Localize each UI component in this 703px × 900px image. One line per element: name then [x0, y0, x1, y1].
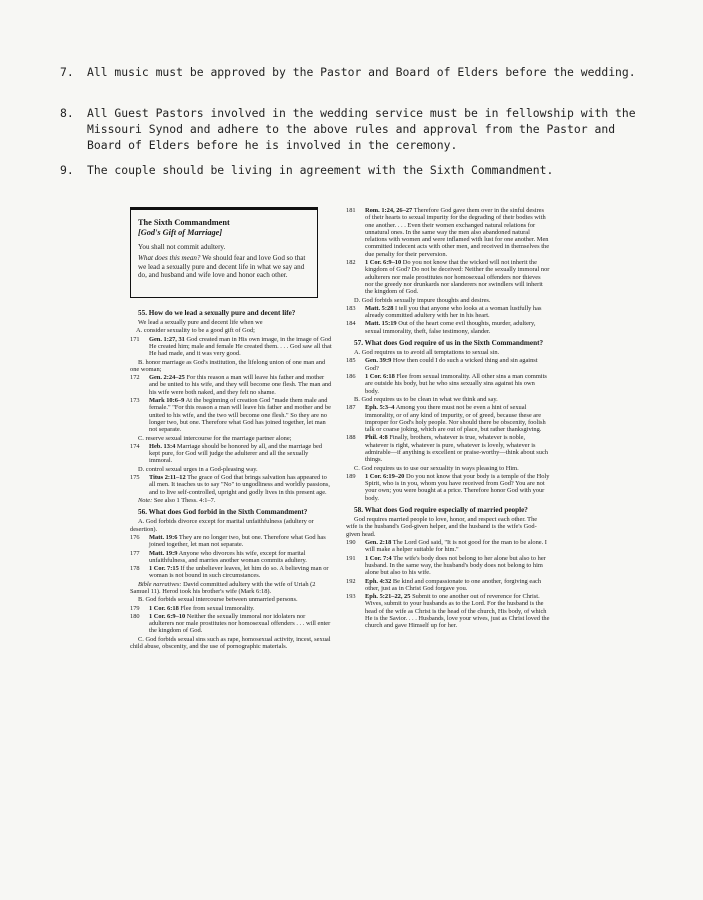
verse-number: 184 [346, 320, 356, 328]
verse-text: I tell you that anyone who looks at a woman lustfully has already committed adultery with her in his heart. [365, 304, 542, 320]
verse-number: 174 [130, 442, 140, 450]
verse-ref: Gen. 2:24–25 [149, 374, 185, 382]
verse-number: 187 [346, 404, 356, 412]
verse [130, 550, 332, 565]
verse [346, 539, 550, 554]
narratives-text: David committed adultery with the wife of Uriah (2 Samuel 11). Herod took his brother's wife (Mark 6:18). [130, 580, 316, 595]
verse [346, 578, 550, 593]
verse [130, 474, 332, 496]
catechism-left-column [130, 305, 332, 651]
verse-number: 173 [130, 397, 140, 405]
commandment-text: You shall not commit adultery. [138, 243, 226, 251]
verse-ref: Eph. 5:3–4 [365, 404, 395, 412]
note-label: Note: [138, 496, 153, 504]
verse [346, 555, 550, 577]
question-55-heading: 55. How do we lead a sexually pure and decent life? [138, 309, 296, 317]
verse-ref: Gen. 39:9 [365, 357, 392, 365]
question-57-heading: 57. What does God require of us in the Sixth Commandment? [354, 339, 544, 348]
box-title: The Sixth Commandment [138, 218, 230, 227]
verse [130, 397, 332, 433]
paragraph: B. God requires us to be clean in what we think and say. [354, 395, 498, 403]
paragraph: C. reserve sexual intercourse for the marriage partner alone; [138, 434, 292, 442]
verse-text: Anyone who divorces his wife, except for marital unfaithfulness, and marries another woman commits adultery. [149, 549, 307, 564]
rule-text: All Guest Pastors involved in the wedding service must be in fellowship with the Missouri Synod and adhere to the above rules and approval from the Pastor and Board of Elders before he is involved in the ceremony. [87, 106, 636, 152]
verse-number: 193 [346, 593, 356, 601]
verse [130, 565, 332, 580]
verse [346, 473, 550, 502]
verse-text: The wife's body does not belong to her alone but also to her husband. In the same way, the husband's body does not belong to him alone but also to his wife. [365, 554, 546, 577]
verse-ref: Gen. 1:27, 31 [149, 335, 185, 343]
verse-text: Flee from sexual immorality. [180, 604, 255, 612]
verse-text: They are no longer two, but one. Therefore what God has joined together, let man not separate. [149, 533, 326, 549]
verse-number: 185 [346, 357, 356, 365]
verse-text: The Lord God said, "It is not good for the man to be alone. I will make a helper suitable for him." [365, 539, 547, 554]
verse-ref: Mark 10:6–9 [149, 397, 185, 405]
verse [346, 305, 550, 320]
verse-text: At the beginning of creation God "made them male and female." "For this reason a man will leave his father and mother and be united to his wife, and the two will become one flesh." So they are no longer two, but one. Therefore what God has joined together, let man not separate. [149, 397, 331, 434]
verse [130, 613, 332, 635]
verse-number: 191 [346, 554, 356, 562]
verse-text: Flee from sexual immorality. All other sins a man commits are outside his body, but he who sins sexually sins against his own body. [365, 373, 547, 395]
meaning-answer: We should fear and love God so that we lead a sexually pure and decent life in what we say and do, and husband and wife love and honor each other. [138, 254, 306, 279]
verse-text: Submit to one another out of reverence for Christ. Wives, submit to your husbands as to the Lord. For the husband is the head of the wife as Christ is the head of the church, His body, of which He is the Savior. . . . Husbands, love your wives, just as Christ loved the church and gave Himself up for her. [365, 593, 550, 630]
rule-number: 9. [60, 163, 74, 177]
verse-number: 172 [130, 374, 140, 382]
verse-ref: 1 Cor. 6:9–10 [365, 259, 402, 267]
verse-text: If the unbeliever leaves, let him do so. A believing man or woman is not bound in such circumstances. [149, 565, 329, 580]
verse-number: 183 [346, 304, 356, 312]
rule-text: The couple should be living in agreement with the Sixth Commandment. [87, 163, 554, 177]
verse-number: 175 [130, 474, 140, 482]
verse-ref: Phil. 4:8 [365, 434, 388, 442]
verse-ref: Heb. 13:4 [149, 442, 176, 450]
verse-ref: 1 Cor. 6:18 [365, 373, 395, 381]
verse [130, 374, 332, 396]
meaning-question: What does this mean? [138, 254, 201, 263]
verse-ref: Titus 2:11–12 [149, 474, 186, 482]
meaning-text [138, 254, 310, 279]
rule-number: 8. [60, 106, 74, 120]
paragraph: A. God requires us to avoid all temptations to sexual sin. [354, 349, 500, 357]
verse-number: 176 [130, 533, 140, 541]
verse-number: 186 [346, 373, 356, 381]
verse [346, 434, 550, 463]
verse [346, 357, 550, 372]
verse-text: Therefore God gave them over in the sinful desires of their hearts to sexual impurity for the degrading of their bodies with one another. . . . Even their women exchanged natural relations for unnatural ones. In the same way the men also abandoned natural relations with women and were inflamed with lust for one another. Men committed indecent acts with other men, and received in themselves the due penalty for their perversion. [365, 207, 550, 258]
verse-number: 177 [130, 549, 140, 557]
paragraph: God requires married people to love, honor, and respect each other. The wife is the husband's God-given helper, and the husband is the wife's God-given head. [346, 516, 538, 538]
narratives-label: Bible narratives: [138, 580, 182, 588]
verse-text: Finally, brothers, whatever is true, whatever is noble, whatever is right, whatever is pure, whatever is lovely, whatever is admirable—if anything is excellent or praise-worthy—think about such things. [365, 434, 548, 464]
verse-number: 188 [346, 434, 356, 442]
catechism-right-column [346, 207, 550, 631]
paragraph: A. consider sexuality to be a good gift of God; [136, 327, 255, 335]
verse [346, 259, 550, 295]
verse-number: 181 [346, 207, 356, 214]
verse-text: Among you there must not be even a hint of sexual immorality, or of any kind of impurity, or of greed, because these are improper for God's holy people. Nor should there be obscenity, foolish talk or coarse joking, which are out of place, but rather thanksgiving. [365, 404, 546, 434]
verse-text: The grace of God that brings salvation has appeared to all men. It teaches us to say "No" to ungodliness and worldly passions, and to live self-controlled, upright and godly lives in this present age. [149, 474, 330, 496]
sixth-commandment-box [130, 207, 318, 298]
verse-ref: Eph. 4:32 [365, 577, 392, 585]
paragraph: A. God forbids divorce except for marital unfaithfulness (adultery or desertion). [130, 518, 314, 533]
verse-ref: 1 Cor. 7:15 [149, 565, 179, 573]
question-56-heading: 56. What does God forbid in the Sixth Commandment? [138, 508, 308, 517]
verse-text: Out of the heart come evil thoughts, murder, adultery, sexual immorality, theft, false testimony, slander. [365, 320, 536, 335]
verse [130, 443, 332, 465]
verse [346, 320, 550, 335]
bible-narratives [130, 581, 332, 596]
verse-number: 180 [130, 612, 140, 620]
verse-ref: Rom. 1:24, 26–27 [365, 207, 413, 214]
verse-number: 192 [346, 577, 356, 585]
verse-ref: 1 Cor. 6:19–20 [365, 472, 405, 480]
verse-number: 171 [130, 335, 140, 343]
verse-ref: 1 Cor. 6:9–10 [149, 612, 186, 620]
verse [346, 593, 550, 629]
verse [346, 404, 550, 433]
verse-text: Neither the sexually immoral nor idolaters nor adulterers nor male prostitutes nor homosexual offenders . . . will enter the kingdom of God. [149, 612, 331, 635]
rule-text: All music must be approved by the Pastor and Board of Elders before the wedding. [87, 65, 636, 79]
verse-text: For this reason a man will leave his father and mother and be united to his wife, and they will become one flesh. The man and his wife were both naked, and they felt no shame. [149, 374, 332, 396]
box-subtitle: [God's Gift of Marriage] [138, 228, 223, 237]
verse-ref: Matt. 5:28 [365, 304, 394, 312]
paragraph: B. God forbids sexual intercourse between unmarried persons. [138, 596, 298, 604]
rule-number: 7. [60, 65, 74, 79]
paragraph: D. control sexual urges in a God-pleasing way. [138, 465, 258, 473]
paragraph: B. honor marriage as God's institution, the lifelong union of one man and one woman; [130, 358, 326, 373]
verse-ref: Matt. 19:6 [149, 533, 178, 541]
verse [346, 373, 550, 395]
verse-ref: Gen. 2:18 [365, 539, 392, 547]
paragraph: D. God forbids sexually impure thoughts and desires. [354, 296, 491, 304]
verse-ref: Matt. 15:19 [365, 320, 397, 328]
verse-number: 190 [346, 539, 356, 547]
verse [130, 336, 332, 358]
verse-number: 178 [130, 565, 140, 573]
verse-text: Do you not know that the wicked will not inherit the kingdom of God? Do not be deceived: Neither the sexually immoral nor adulterers nor male prostitutes nor homosexual offenders nor thieves nor the greedy nor drunkards nor slanderers nor swindlers will inherit the kingdom of God. [365, 259, 550, 296]
verse-text: Do you not know that your body is a temple of the Holy Spirit, who is in you, whom you have received from God? You are not your own; you were bought at a price. Therefore honor God with your body. [365, 472, 550, 502]
verse-number: 179 [130, 604, 140, 612]
verse [130, 534, 332, 549]
verse-ref: 1 Cor. 7:4 [365, 554, 392, 562]
paragraph: We lead a sexually pure and decent life when we [138, 319, 263, 327]
verse-text: How then could I do such a wicked thing and sin against God? [365, 357, 538, 372]
paragraph: C. God requires us to use our sexuality in ways pleasing to Him. [354, 464, 519, 472]
verse-text: Be kind and compassionate to one another, forgiving each other, just as in Christ God forgave you. [365, 577, 542, 592]
verse-ref: Matt. 19:9 [149, 549, 178, 557]
note [130, 497, 332, 504]
paragraph: C. God forbids sexual sins such as rape, homosexual activity, incest, sexual child abuse, obscenity, and the use of pornographic materials. [130, 635, 331, 651]
verse-ref: Eph. 5:21–22, 25 [365, 593, 411, 601]
verse-number: 189 [346, 472, 356, 480]
note-text: See also 1 Thess. 4:1–7. [153, 496, 216, 504]
verse-ref: 1 Cor. 6:18 [149, 604, 179, 612]
verse [346, 207, 550, 258]
verse [130, 605, 332, 612]
question-58-heading: 58. What does God require especially of married people? [354, 506, 528, 515]
verse-text: God created man in His own image, in the image of God He created him; male and female He created them. . . . God saw all that He had made, and it was very good. [149, 335, 332, 358]
verse-text: Marriage should be honored by all, and the marriage bed kept pure, for God will judge the adulterer and all the sexually immoral. [149, 442, 323, 465]
verse-number: 182 [346, 259, 356, 267]
